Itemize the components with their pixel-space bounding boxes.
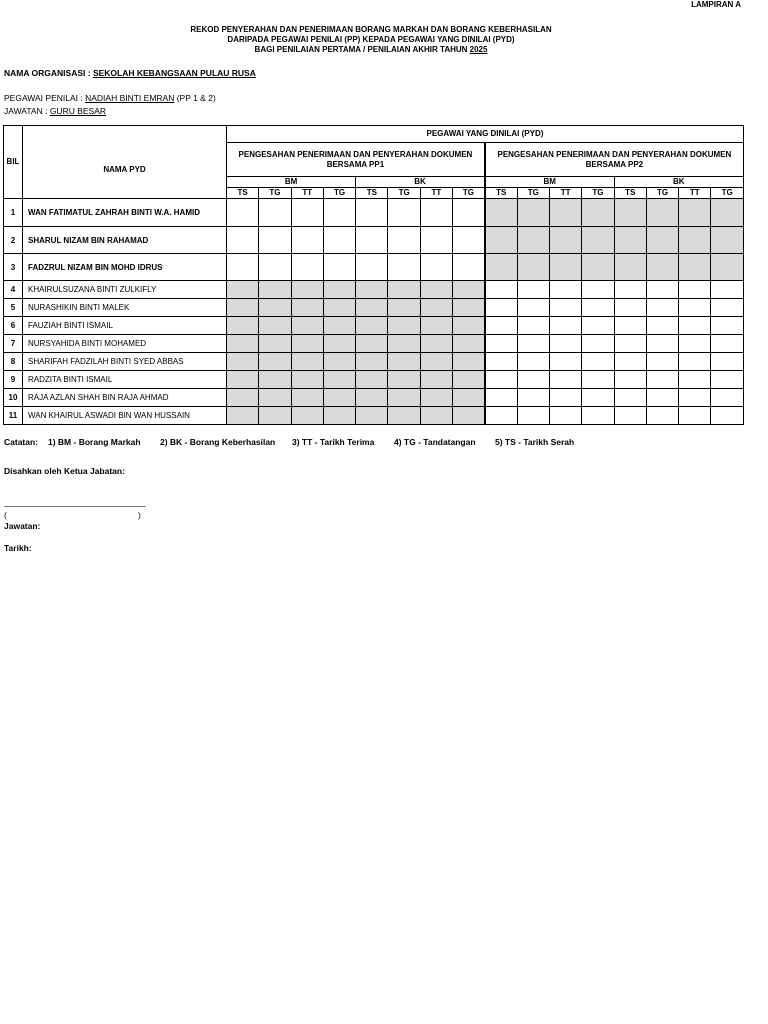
pp1-bk-header: BK (356, 177, 485, 188)
sub-header-tt: TT (549, 188, 581, 199)
sub-header-ts: TS (356, 188, 388, 199)
sub-header-tt: TT (420, 188, 452, 199)
entry-cell[interactable] (517, 199, 549, 227)
sub-header-tg: TG (388, 188, 420, 199)
table-row (4, 254, 744, 281)
entry-cell[interactable] (582, 371, 614, 389)
row-bil: 5 (4, 299, 23, 317)
pp-label: PEGAWAI PENILAI : (4, 93, 86, 103)
entry-cell[interactable] (291, 335, 323, 353)
pp-row (4, 93, 216, 103)
row-name: WAN FATIMATUL ZAHRAH BINTI W.A. HAMID (23, 199, 227, 227)
assessment-year: 2025 (469, 45, 488, 54)
pp-value: NADIAH BINTI EMRAN (85, 93, 175, 103)
entry-cell[interactable] (291, 281, 323, 299)
entry-cell[interactable] (388, 199, 420, 227)
organisation-value: SEKOLAH KEBANGSAAN PULAU RUSA (92, 68, 256, 78)
entry-cell[interactable] (291, 299, 323, 317)
entry-cell[interactable] (614, 317, 646, 335)
sub-header-tt: TT (291, 188, 323, 199)
entry-cell[interactable] (646, 371, 678, 389)
entry-cell[interactable] (420, 299, 452, 317)
sub-header-tg: TG (646, 188, 678, 199)
entry-cell[interactable] (420, 317, 452, 335)
sub-header-tt: TT (679, 188, 711, 199)
row-bil: 9 (4, 371, 23, 389)
entry-cell[interactable] (679, 299, 711, 317)
entry-cell[interactable] (259, 389, 291, 407)
table-row (4, 299, 744, 317)
note-tt: 3) TT - Tarikh Terima (292, 437, 375, 447)
entry-cell[interactable] (614, 407, 646, 425)
entry-cell[interactable] (453, 317, 485, 335)
entry-cell[interactable] (549, 299, 581, 317)
disahkan-label: Disahkan oleh Ketua Jabatan: (4, 466, 125, 476)
entry-cell[interactable] (453, 254, 485, 281)
table-row (4, 389, 744, 407)
bil-header: BIL (4, 126, 23, 199)
entry-cell[interactable] (582, 335, 614, 353)
entry-cell[interactable] (259, 254, 291, 281)
sub-header-tg: TG (259, 188, 291, 199)
tarikh-label: Tarikh: (4, 543, 32, 553)
row-bil: 7 (4, 335, 23, 353)
entry-cell[interactable] (711, 254, 743, 281)
entry-cell[interactable] (549, 335, 581, 353)
entry-cell[interactable] (420, 389, 452, 407)
entry-cell[interactable] (485, 371, 517, 389)
document-title-line-2: DARIPADA PEGAWAI PENILAI (PP) KEPADA PEGAWAI YANG DINILAI (PYD) (227, 35, 515, 44)
entry-cell[interactable] (453, 281, 485, 299)
entry-cell[interactable] (582, 389, 614, 407)
sub-header-ts: TS (614, 188, 646, 199)
sub-header-tg: TG (582, 188, 614, 199)
entry-cell[interactable] (227, 299, 259, 317)
entry-cell[interactable] (453, 389, 485, 407)
entry-cell[interactable] (388, 317, 420, 335)
entry-cell[interactable] (356, 281, 388, 299)
entry-cell[interactable] (582, 227, 614, 254)
lampiran-label: LAMPIRAN A (691, 0, 741, 9)
row-name: NURSYAHIDA BINTI MOHAMED (23, 335, 227, 353)
table-row (4, 335, 744, 353)
entry-cell[interactable] (646, 353, 678, 371)
entry-cell[interactable] (614, 353, 646, 371)
entry-cell[interactable] (388, 371, 420, 389)
entry-cell[interactable] (646, 389, 678, 407)
sub-header-tg: TG (453, 188, 485, 199)
entry-cell[interactable] (711, 299, 743, 317)
entry-cell[interactable] (388, 299, 420, 317)
entry-cell[interactable] (388, 407, 420, 425)
entry-cell[interactable] (517, 254, 549, 281)
entry-cell[interactable] (388, 389, 420, 407)
entry-cell[interactable] (323, 299, 355, 317)
entry-cell[interactable] (323, 317, 355, 335)
entry-cell[interactable] (614, 335, 646, 353)
organisation-label: NAMA ORGANISASI : (4, 68, 93, 78)
entry-cell[interactable] (388, 227, 420, 254)
entry-cell[interactable] (323, 407, 355, 425)
entry-cell[interactable] (356, 317, 388, 335)
entry-cell[interactable] (614, 281, 646, 299)
row-name: FAUZIAH BINTI ISMAIL (23, 317, 227, 335)
entry-cell[interactable] (679, 281, 711, 299)
pp2-bk-header: BK (614, 177, 743, 188)
entry-cell[interactable] (485, 299, 517, 317)
entry-cell[interactable] (582, 199, 614, 227)
jawatan-footer-label: Jawatan: (4, 521, 41, 531)
entry-cell[interactable] (420, 281, 452, 299)
entry-cell[interactable] (582, 353, 614, 371)
entry-cell[interactable] (227, 281, 259, 299)
entry-cell[interactable] (420, 407, 452, 425)
entry-cell[interactable] (549, 227, 581, 254)
entry-cell[interactable] (679, 335, 711, 353)
row-bil: 10 (4, 389, 23, 407)
entry-cell[interactable] (517, 317, 549, 335)
pyd-record-table (3, 125, 744, 425)
entry-cell[interactable] (453, 227, 485, 254)
entry-cell[interactable] (356, 254, 388, 281)
entry-cell[interactable] (549, 254, 581, 281)
row-name: KHAIRULSUZANA BINTI ZULKIFLY (23, 281, 227, 299)
entry-cell[interactable] (485, 389, 517, 407)
entry-cell[interactable] (646, 335, 678, 353)
table-row (4, 281, 744, 299)
entry-cell[interactable] (614, 389, 646, 407)
entry-cell[interactable] (259, 317, 291, 335)
entry-cell[interactable] (646, 227, 678, 254)
row-name: FADZRUL NIZAM BIN MOHD IDRUS (23, 254, 227, 281)
entry-cell[interactable] (420, 227, 452, 254)
entry-cell[interactable] (453, 407, 485, 425)
sub-header-ts: TS (485, 188, 517, 199)
row-name: RAJA AZLAN SHAH BIN RAJA AHMAD (23, 389, 227, 407)
entry-cell[interactable] (323, 199, 355, 227)
entry-cell[interactable] (388, 254, 420, 281)
table-row (4, 371, 744, 389)
entry-cell[interactable] (420, 353, 452, 371)
table-row (4, 227, 744, 254)
pp2-bm-header: BM (485, 177, 614, 188)
entry-cell[interactable] (711, 227, 743, 254)
empty-header-cell (23, 126, 227, 143)
entry-cell[interactable] (582, 407, 614, 425)
note-ts: 5) TS - Tarikh Serah (495, 437, 575, 447)
jawatan-label: JAWATAN : (4, 106, 50, 116)
entry-cell[interactable] (646, 254, 678, 281)
entry-cell[interactable] (259, 281, 291, 299)
entry-cell[interactable] (291, 353, 323, 371)
entry-cell[interactable] (711, 407, 743, 425)
entry-cell[interactable] (582, 317, 614, 335)
entry-cell[interactable] (679, 389, 711, 407)
entry-cell[interactable] (549, 371, 581, 389)
entry-cell[interactable] (517, 371, 549, 389)
entry-cell[interactable] (485, 227, 517, 254)
sub-header-tg: TG (323, 188, 355, 199)
paren-open: ( (4, 510, 7, 520)
row-name: WAN KHAIRUL ASWADI BIN WAN HUSSAIN (23, 407, 227, 425)
entry-cell[interactable] (517, 407, 549, 425)
entry-cell[interactable] (291, 254, 323, 281)
entry-cell[interactable] (614, 199, 646, 227)
entry-cell[interactable] (517, 389, 549, 407)
signature-line: ______________________________ (4, 497, 146, 507)
entry-cell[interactable] (517, 299, 549, 317)
entry-cell[interactable] (259, 227, 291, 254)
entry-cell[interactable] (259, 199, 291, 227)
entry-cell[interactable] (356, 353, 388, 371)
entry-cell[interactable] (227, 335, 259, 353)
entry-cell[interactable] (323, 389, 355, 407)
entry-cell[interactable] (356, 227, 388, 254)
entry-cell[interactable] (679, 227, 711, 254)
entry-cell[interactable] (646, 317, 678, 335)
entry-cell[interactable] (614, 371, 646, 389)
entry-cell[interactable] (679, 317, 711, 335)
entry-cell[interactable] (227, 317, 259, 335)
entry-cell[interactable] (356, 299, 388, 317)
entry-cell[interactable] (259, 335, 291, 353)
entry-cell[interactable] (582, 281, 614, 299)
entry-cell[interactable] (356, 335, 388, 353)
entry-cell[interactable] (646, 199, 678, 227)
entry-cell[interactable] (549, 281, 581, 299)
entry-cell[interactable] (291, 199, 323, 227)
entry-cell[interactable] (291, 227, 323, 254)
table-row (4, 199, 744, 227)
entry-cell[interactable] (679, 371, 711, 389)
jawatan-value: GURU BESAR (49, 106, 107, 116)
entry-cell[interactable] (517, 353, 549, 371)
row-bil: 1 (4, 199, 23, 227)
table-row (4, 407, 744, 425)
entry-cell[interactable] (259, 299, 291, 317)
row-bil: 8 (4, 353, 23, 371)
sub-header-tg: TG (711, 188, 743, 199)
entry-cell[interactable] (485, 335, 517, 353)
entry-cell[interactable] (420, 254, 452, 281)
entry-cell[interactable] (453, 371, 485, 389)
entry-cell[interactable] (679, 199, 711, 227)
row-name: SHARUL NIZAM BIN RAHAMAD (23, 227, 227, 254)
entry-cell[interactable] (323, 281, 355, 299)
entry-cell[interactable] (453, 353, 485, 371)
row-bil: 11 (4, 407, 23, 425)
entry-cell[interactable] (323, 335, 355, 353)
entry-cell[interactable] (291, 407, 323, 425)
jawatan-row (4, 106, 106, 116)
row-bil: 4 (4, 281, 23, 299)
sub-header-tg: TG (517, 188, 549, 199)
entry-cell[interactable] (388, 335, 420, 353)
catatan-label: Catatan: (4, 437, 39, 447)
entry-cell[interactable] (453, 335, 485, 353)
entry-cell[interactable] (291, 371, 323, 389)
entry-cell[interactable] (646, 299, 678, 317)
paren-close: ) (138, 510, 141, 520)
entry-cell[interactable] (711, 371, 743, 389)
entry-cell[interactable] (323, 353, 355, 371)
entry-cell[interactable] (711, 281, 743, 299)
sub-header-ts: TS (227, 188, 259, 199)
entry-cell[interactable] (323, 254, 355, 281)
entry-cell[interactable] (646, 407, 678, 425)
entry-cell[interactable] (711, 317, 743, 335)
entry-cell[interactable] (420, 371, 452, 389)
entry-cell[interactable] (291, 317, 323, 335)
entry-cell[interactable] (679, 353, 711, 371)
entry-cell[interactable] (259, 407, 291, 425)
entry-cell[interactable] (679, 254, 711, 281)
entry-cell[interactable] (388, 281, 420, 299)
title-line-3-prefix: BAGI PENILAIAN PERTAMA / PENILAIAN AKHIR TAHUN (254, 45, 470, 54)
entry-cell[interactable] (517, 281, 549, 299)
entry-cell[interactable] (517, 227, 549, 254)
entry-cell[interactable] (711, 199, 743, 227)
row-bil: 6 (4, 317, 23, 335)
note-bk: 2) BK - Borang Keberhasilan (160, 437, 276, 447)
entry-cell[interactable] (453, 299, 485, 317)
entry-cell[interactable] (549, 317, 581, 335)
entry-cell[interactable] (323, 371, 355, 389)
entry-cell[interactable] (549, 353, 581, 371)
entry-cell[interactable] (485, 254, 517, 281)
row-name: RADZITA BINTI ISMAIL (23, 371, 227, 389)
entry-cell[interactable] (549, 407, 581, 425)
entry-cell[interactable] (485, 353, 517, 371)
entry-cell[interactable] (227, 407, 259, 425)
entry-cell[interactable] (356, 407, 388, 425)
row-bil: 3 (4, 254, 23, 281)
entry-cell[interactable] (420, 335, 452, 353)
entry-cell[interactable] (485, 199, 517, 227)
entry-cell[interactable] (356, 199, 388, 227)
row-bil: 2 (4, 227, 23, 254)
entry-cell[interactable] (227, 227, 259, 254)
organisation-row (4, 68, 256, 78)
entry-cell[interactable] (259, 371, 291, 389)
note-tg: 4) TG - Tandatangan (394, 437, 476, 447)
entry-cell[interactable] (614, 299, 646, 317)
table-row (4, 353, 744, 371)
entry-cell[interactable] (291, 389, 323, 407)
row-name: NURASHIKIN BINTI MALEK (23, 299, 227, 317)
entry-cell[interactable] (453, 199, 485, 227)
entry-cell[interactable] (582, 299, 614, 317)
nama-pyd-header: NAMA PYD (23, 143, 227, 199)
entry-cell[interactable] (259, 353, 291, 371)
row-name: SHARIFAH FADZILAH BINTI SYED ABBAS (23, 353, 227, 371)
entry-cell[interactable] (711, 353, 743, 371)
pp1-header: PENGESAHAN PENERIMAAN DAN PENYERAHAN DOKUMEN BERSAMA PP1 (227, 143, 485, 177)
entry-cell[interactable] (485, 317, 517, 335)
entry-cell[interactable] (646, 281, 678, 299)
entry-cell[interactable] (711, 389, 743, 407)
entry-cell[interactable] (549, 199, 581, 227)
pyd-header: PEGAWAI YANG DINILAI (PYD) (227, 126, 744, 143)
document-title-line-1: REKOD PENYERAHAN DAN PENERIMAAN BORANG MARKAH DAN BORANG KEBERHASILAN (190, 25, 552, 34)
entry-cell[interactable] (323, 227, 355, 254)
entry-cell[interactable] (227, 371, 259, 389)
pp1-bm-header: BM (227, 177, 356, 188)
entry-cell[interactable] (227, 353, 259, 371)
entry-cell[interactable] (711, 335, 743, 353)
note-bm: 1) BM - Borang Markah (48, 437, 141, 447)
entry-cell[interactable] (679, 407, 711, 425)
pp-suffix: (PP 1 & 2) (174, 93, 216, 103)
entry-cell[interactable] (485, 407, 517, 425)
entry-cell[interactable] (485, 281, 517, 299)
entry-cell[interactable] (356, 371, 388, 389)
entry-cell[interactable] (420, 199, 452, 227)
entry-cell[interactable] (227, 389, 259, 407)
entry-cell[interactable] (549, 389, 581, 407)
entry-cell[interactable] (582, 254, 614, 281)
document-title-line-3 (0, 45, 742, 55)
pp2-header: PENGESAHAN PENERIMAAN DAN PENYERAHAN DOKUMEN BERSAMA PP2 (485, 143, 744, 177)
entry-cell[interactable] (614, 227, 646, 254)
entry-cell[interactable] (356, 389, 388, 407)
entry-cell[interactable] (614, 254, 646, 281)
entry-cell[interactable] (227, 199, 259, 227)
entry-cell[interactable] (517, 335, 549, 353)
entry-cell[interactable] (227, 254, 259, 281)
table-row (4, 317, 744, 335)
entry-cell[interactable] (388, 353, 420, 371)
